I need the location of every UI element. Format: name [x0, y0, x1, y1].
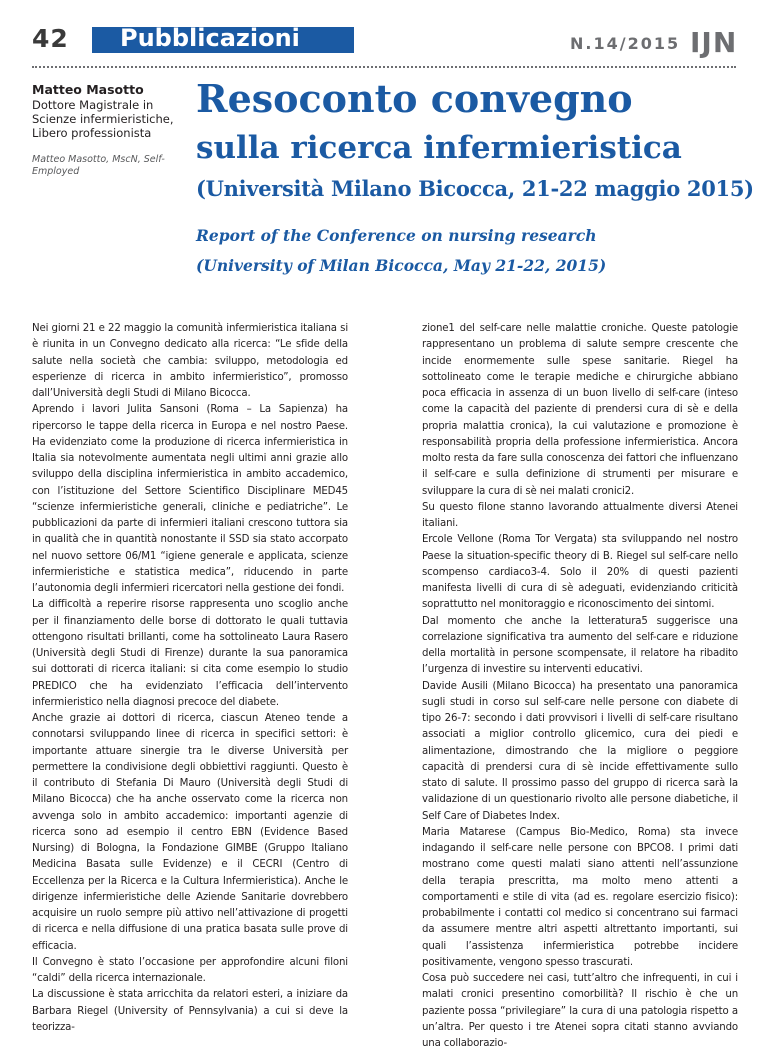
body-paragraph: Cosa può succedere nei casi, tutt’altro che infrequenti, in cui i malati cronici presentino comorbilità? Il rischio è che un paziente possa “privilegiare” la cura di una patologia rispetto a un’altra. Per questo i tre Atenei sopra citati stanno avviando una collaborazio-	[422, 973, 738, 1049]
english-title-line1: Report of the Conference on nursing research	[196, 226, 597, 245]
page-number: 42	[32, 24, 69, 53]
author-block	[32, 82, 180, 178]
author-role: Dottore Magistrale in Scienze infermieristiche, Libero professionista	[32, 98, 174, 140]
article-title-line3: (Università Milano Bicocca, 21-22 maggio 2015)	[196, 176, 754, 201]
body-paragraph: La discussione è stata arricchita da relatori esteri, a iniziare da Barbara Riegel (University of Pennsylvania) a cui si deve la teorizza-	[32, 989, 348, 1033]
body-paragraph: zione1 del self-care nelle malattie croniche. Queste patologie rappresentano un problema di salute sempre crescente che incide enormemente sulle spese sanitarie. Riegel ha sottolineato come le terapie mediche e chirurgiche abbiano poca efficacia in assenza di un buon livello di self-care (inteso come la capacità del paziente di prendersi cura di sè e della propria malattia cronica), la cui valutazione e promozione è responsabilità propria della professione infermieristica. Ancora molto resta da fare sulla conoscenza dei fattori che influenzano il self-care e sulla definizione di strumenti per misurare e sviluppare la cura di sè nei malati cronici2.	[422, 323, 738, 497]
issue-number: N.14/2015	[570, 34, 681, 53]
body-paragraph: Davide Ausili (Milano Bicocca) ha presentato una panoramica sugli studi in corso sul self-care nelle persone con diabete di tipo 26-7: secondo i dati provvisori i livelli di self-care risultano associati a miglior controllo glicemico, cura dei piedi e alimentazione, dimostrando che la migliore o peggiore capacità di prendersi cura di sè incide effettivamente sullo stato di salute. Il prossimo passo del gruppo di ricerca sarà la validazione di un questionario rivolto alle persone diabetiche, il Self Care of Diabetes Index.	[422, 680, 738, 822]
article-title-line2: sulla ricerca infermieristica	[196, 130, 682, 166]
author-affiliation: Matteo Masotto, MscN, Self-Employed	[32, 154, 165, 177]
body-column-left	[32, 321, 348, 1033]
page-header	[0, 0, 768, 64]
body-paragraph: Su questo filone stanno lavorando attualmente diversi Atenei italiani.	[422, 501, 738, 529]
body-paragraph: Nei giorni 21 e 22 maggio la comunità infermieristica italiana si è riunita in un Convegno dedicato alla ricerca: “Le sfide della salute nella società che cambia: sviluppo, metodologia ed esperienze di ricerca in ambito infermieristico”, promosso dall’Università degli Studi di Milano Bicocca.	[32, 323, 348, 399]
body-paragraph: La difficoltà a reperire risorse rappresenta uno scoglio anche per il finanziamento delle borse di dottorato le quali tuttavia ottengono risultati brillanti, come ha sottolineato Laura Rasero (Università degli Studi di Firenze) durante la sua panoramica sui dottorati di ricerca italiani: si cita come esempio lo studio PREDICO che ha evidenziato l’efficacia dell’intervento infermieristico nella diagnosi precoce del diabete.	[32, 599, 348, 708]
body-paragraph: Ercole Vellone (Roma Tor Vergata) sta sviluppando nel nostro Paese la situation-specific theory di B. Riegel sul self-care nello scompenso cardiaco3-4. Solo il 20% di questi pazienti manifesta livelli di cura di sè adeguati, evidenziando criticità soprattutto nel monitoraggio e riconoscimento dei sintomi.	[422, 534, 738, 611]
body-column-right	[422, 321, 738, 1049]
journal-logo: IJN	[690, 26, 738, 59]
body-paragraph: Aprendo i lavori Julita Sansoni (Roma – La Sapienza) ha ripercorso le tappe della ricerca in Europa e nel nostro Paese. Ha evidenziato come la produzione di ricerca infermieristica in Italia sia notevolmente aumentata negli ultimi anni grazie allo sviluppo della disciplina infermieristica in ambito accademico, con l’istituzione del Settore Scientifico Disciplinare MED45 “scienze infermieristiche generali, cliniche e pediatriche”. Le pubblicazioni da parte di infermieri italiani crescono tuttora sia in qualità che in quantità nonostante il SSD sia stato accorpato nel nuovo settore 06/M1 “igiene generale e applicata, scienze infermieristiche e statistica medica”, riducendo in parte l’autonomia degli infermieri ricercatori nella gestione dei fondi.	[32, 404, 348, 594]
article-title-line1: Resoconto convegno	[196, 76, 633, 121]
english-title-line2: (University of Milan Bicocca, May 21-22, 2015)	[196, 256, 607, 275]
body-paragraph: Anche grazie ai dottori di ricerca, ciascun Ateneo tende a connotarsi sviluppando linee di ricerca in specifici settori: è importante attuare sinergie tra le diverse Università per permettere la condivisione degli obbiettivi raggiunti. Questo è il contributo di Stefania Di Mauro (Università degli Studi di Milano Bicocca) che ha anche osservato come la ricerca non avvenga solo in ambito accademico: importanti agenzie di ricerca sono ad esempio il centro EBN (Evidence Based Nursing) di Bologna, la Fondazione GIMBE (Gruppo Italiano Medicina Basata sulle Evidenze) e il CECRI (Centro di Eccellenza per la Ricerca e la Cultura Infermieristica). Anche le dirigenze infermieristiche delle Aziende Sanitarie dovrebbero acquisire un ruolo sempre più attivo nell’attivazione di progetti di ricerca e nella diffusione di una pratica basata sulle prove di efficacia.	[32, 713, 348, 952]
body-paragraph: Maria Matarese (Campus Bio-Medico, Roma) sta invece indagando il self-care nelle persone con BPCO8. I primi dati mostrano come questi malati siano attenti nell’assunzione della terapia prescritta, ma molto meno attenti a comportamenti e stile di vita (ad es. regolare esercizio fisico): probabilmente i contatti col medico si concentrano sui farmaci da assumere mentre altri aspetti altrettanto importanti, sui quali l’assistenza infermieristica potrebbe incidere positivamente, vengono spesso trascurati.	[422, 826, 738, 968]
body-paragraph: Dal momento che anche la letteratura5 suggerisce una correlazione significativa tra aumento del self-care e riduzione della mortalità in persone scompensate, il relatore ha ribadito l’urgenza di investire su interventi educativi.	[422, 615, 738, 676]
header-divider	[32, 66, 736, 68]
body-paragraph: Il Convegno è stato l’occasione per approfondire alcuni filoni “caldi” della ricerca internazionale.	[32, 956, 348, 984]
section-label: Pubblicazioni	[120, 24, 300, 52]
author-name: Matteo Masotto	[32, 82, 144, 97]
